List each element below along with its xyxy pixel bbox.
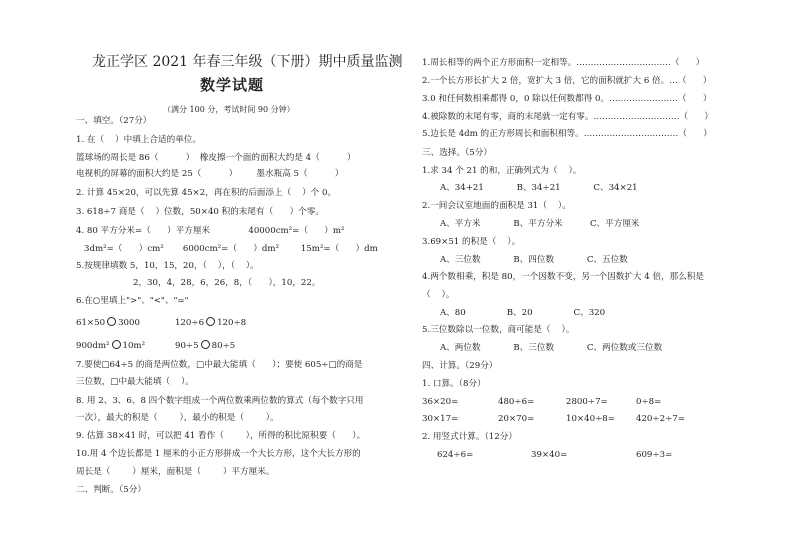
calc-item: 2800÷7= bbox=[566, 397, 608, 407]
question-line: 一次），最大的积是（ ），最小的积是（ ）。 bbox=[76, 413, 279, 423]
question-line: 篮球场的周长是 86（ ） 橡皮擦一个面的面积大约是 4（ ） bbox=[76, 153, 356, 163]
question-line: 3. 618÷7 商是（ ）位数，50×40 积的末尾有（ ）个零。 bbox=[76, 207, 324, 217]
exam-subtitle: 数学试题 bbox=[200, 76, 265, 94]
calc-item: 624÷6= bbox=[437, 450, 474, 460]
question-line: 1.周长相等的两个正方形面积一定相等。……………………………（ ） bbox=[422, 58, 705, 68]
question-line: 4.两个数相乘，积是 80，一个因数不变，另一个因数扩大 4 倍，那么积是 bbox=[422, 272, 705, 282]
calc-item: 39×40= bbox=[531, 450, 568, 460]
option-row: A、80 B、20 C、320 bbox=[440, 308, 606, 318]
option-row: A、平方米 B、平方分米 C、平方厘米 bbox=[440, 219, 640, 229]
question-line: 2. 用竖式计算。（12分） bbox=[422, 432, 517, 442]
calc-item: 10×40÷8= bbox=[566, 414, 615, 424]
question-line: 1. 在（ ）中填上合适的单位。 bbox=[76, 135, 201, 145]
question-line: 电视机的屏幕的面积大约是 25（ ） 墨水瓶高 5（ ） bbox=[76, 169, 344, 179]
calc-item: 609÷3= bbox=[636, 450, 673, 460]
section-heading: 二、判断。（5分） bbox=[76, 485, 146, 495]
exam-title: 龙正学区 2021 年春三年级（下册）期中质量监测 bbox=[92, 54, 403, 70]
question-line: 2. 计算 45×20，可以先算 45×2，再在积的后面添上（ ）个 0。 bbox=[76, 188, 337, 198]
compare-circle[interactable] bbox=[201, 340, 210, 349]
question-line: 三位数，□中最大能填（ ）。 bbox=[76, 377, 194, 387]
question-line: 1. 口算。（8分） bbox=[422, 379, 486, 389]
calc-item: 36×20= bbox=[422, 397, 459, 407]
option-row: A、34+21 B、34÷21 C、34×21 bbox=[440, 183, 638, 193]
calc-item: 20×70= bbox=[498, 414, 535, 424]
question-line: 2.一个长方形长扩大 2 倍，宽扩大 3 倍，它的面积就扩大 6 倍。…（ ） bbox=[422, 76, 712, 86]
question-line: 3dm²=（ ）cm² 6000cm²=（ ）dm² 15m²=（ ）dm bbox=[84, 244, 378, 254]
compare-circle[interactable] bbox=[107, 317, 116, 326]
option-row: A、三位数 B、四位数 C、五位数 bbox=[440, 255, 628, 265]
calc-item: 0÷8= bbox=[636, 397, 662, 407]
section-heading: 三、选择。（5分） bbox=[422, 148, 492, 158]
question-line: 3.0 和任何数相乘都得 0，0 除以任何数都得 0。……………………（ ） bbox=[422, 94, 712, 104]
exam-note: （满分 100 分，考试时间 90 分钟） bbox=[163, 105, 295, 114]
question-line: 5.三位数除以一位数，商可能是（ ）。 bbox=[422, 325, 575, 335]
section-heading: 四、计算。（29分） bbox=[422, 361, 498, 371]
compare-item: 61×50 3000 bbox=[76, 318, 140, 328]
question-line: （ ）。 bbox=[422, 290, 455, 300]
question-line: 7.要使□64÷5 的商是两位数，□中最大能填（ ）；要使 605÷□的商是 bbox=[76, 360, 363, 370]
question-line: 2.一间会议室地面的面积是 31（ ）。 bbox=[422, 201, 571, 211]
question-line: 5.按规律填数 5，10，15，20，（ ），（ ）。 bbox=[76, 261, 259, 271]
question-line: 4. 80 平方分米=（ ）平方厘米 40000cm²=（ ）m² bbox=[76, 226, 345, 236]
calc-item: 30×17= bbox=[422, 414, 459, 424]
question-line: 3.69×51 的积是（ ）。 bbox=[422, 237, 521, 247]
question-line: 9. 估算 38×41 时，可以把 41 看作（ ），所得的积比原积要（ ）。 bbox=[76, 431, 366, 441]
compare-item: 90÷5 80÷5 bbox=[175, 341, 236, 351]
option-row: A、两位数 B、三位数 C、两位数或三位数 bbox=[440, 343, 663, 353]
question-line: 2，30，4，28，6，26，8，（ ），10，22。 bbox=[133, 278, 321, 288]
compare-circle[interactable] bbox=[112, 340, 121, 349]
question-line: 8. 用 2、3、6、8 四个数字组成一个两位数乘两位数的算式（每个数字只用 bbox=[76, 396, 364, 406]
compare-item: 900dm² 10m² bbox=[76, 341, 146, 351]
compare-circle[interactable] bbox=[206, 317, 215, 326]
calc-item: 420÷2÷7= bbox=[636, 414, 685, 424]
question-line: 5.边长是 4dm 的正方形周长和面积相等。……………………………（ ） bbox=[422, 129, 712, 139]
compare-item: 120÷6 120÷8 bbox=[175, 318, 247, 328]
question-line: 6.在○里填上">"、"<"、"=" bbox=[76, 296, 189, 306]
question-line: 1.求 34 个 21 的和，正确列式为（ ）。 bbox=[422, 166, 582, 176]
calc-item: 480÷6= bbox=[498, 397, 535, 407]
section-heading: 一、填空。（27分） bbox=[76, 116, 152, 126]
question-line: 10.用 4 个边长都是 1 厘米的小正方形拼成一个大长方形，这个大长方形的 bbox=[76, 449, 361, 459]
question-line: 周长是（ ）厘米，面积是（ ）平方厘米。 bbox=[76, 467, 275, 477]
question-line: 4.被除数的末尾有零，商的末尾就一定有零。…………………………（ ） bbox=[422, 112, 713, 122]
